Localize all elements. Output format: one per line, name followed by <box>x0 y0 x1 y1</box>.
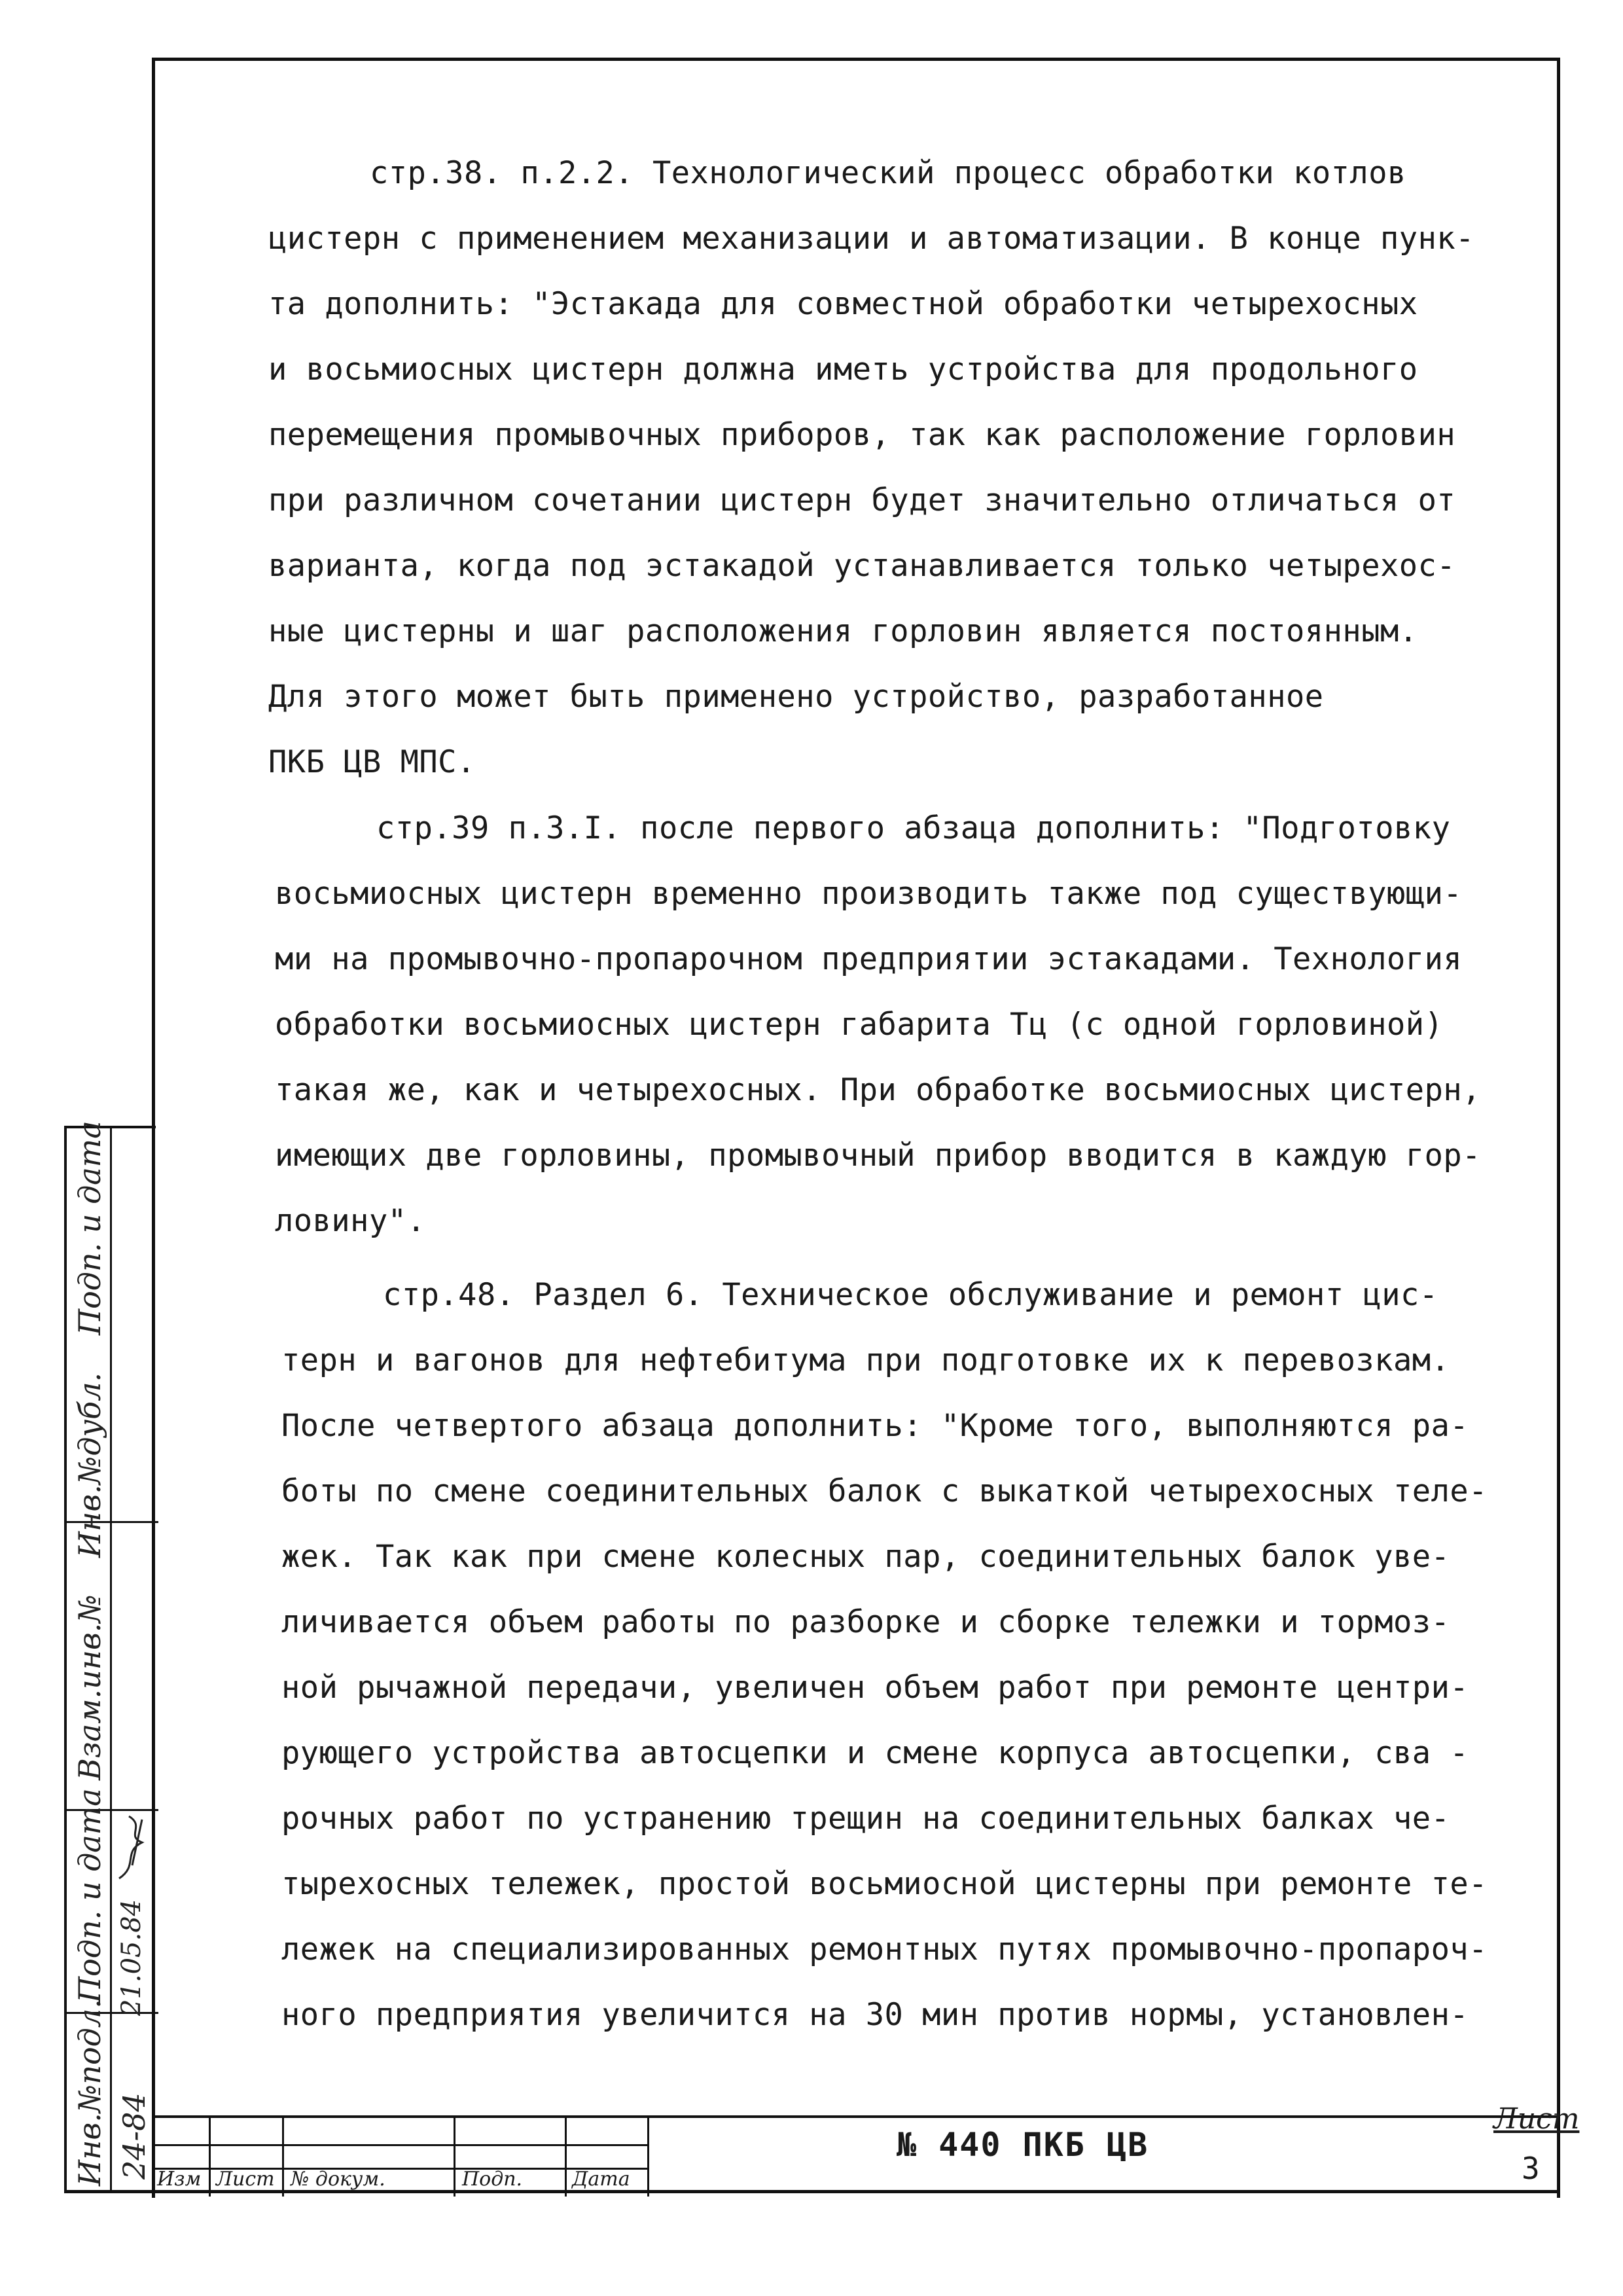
text-line: тырехосных тележек, простой восьмиосной цистерны при ремонте те- <box>281 1866 1488 1902</box>
col-doc-label: № докум. <box>291 2168 385 2191</box>
side-label-inv-orig: Инв.№подл. <box>72 1999 107 2186</box>
text-line: боты по смене соединительных балок с выкаткой четырехосных теле- <box>281 1473 1488 1509</box>
text-line: жек. Так как при смене колесных пар, соединительных балок уве- <box>281 1539 1450 1575</box>
col-izm-label: Изм <box>157 2168 202 2191</box>
side-label-replace-inv: Взам.инв.№ <box>72 1594 107 1780</box>
text-line: ного предприятия увеличится на 30 мин против нормы, установлен- <box>281 1997 1469 2033</box>
col-date-label: Дата <box>572 2168 630 2191</box>
text-line: Для этого может быть применено устройство, разработанное <box>268 679 1324 715</box>
text-line: перемещения промывочных приборов, так как расположение горловин <box>268 417 1456 453</box>
text-line: имеющих две горловины, промывочный прибор вводится в каждую гор- <box>275 1138 1481 1174</box>
text-line: ные цистерны и шаг расположения горловин является постоянным. <box>268 613 1418 649</box>
side-divider <box>110 1128 112 2193</box>
text-line: стр.48. Раздел 6. Техническое обслуживание и ремонт цис- <box>383 1277 1438 1313</box>
side-label-sign-date: Подп. и дата <box>72 1788 107 2003</box>
text-line: ПКБ ЦВ МПС. <box>268 744 476 780</box>
signature-scribble <box>113 1806 152 1885</box>
side-label-inv-dup: Инв.№дубл. <box>72 1372 107 1558</box>
text-line: рочных работ по устранению трещин на соединительных балках че- <box>281 1801 1450 1837</box>
text-line: стр.38. п.2.2. Технологический процесс обработки котлов <box>370 155 1406 191</box>
paragraph-3 <box>281 1263 1544 2048</box>
text-line: такая же, как и четырехосных. При обработке восьмиосных цистерн, <box>275 1072 1481 1108</box>
side-handwritten-number: 24-84 <box>116 2092 152 2179</box>
paragraph-2 <box>275 796 1538 1254</box>
text-line: восьмиосных цистерн временно производить также под существующи- <box>275 876 1463 912</box>
text-line: личивается объем работы по разборке и сборке тележки и тормоз- <box>281 1604 1450 1640</box>
text-line: рующего устройства автосцепки и смене корпуса автосцепки, сва - <box>281 1735 1469 1771</box>
sheet-label: Лист <box>1493 2102 1580 2136</box>
text-line: ми на промывочно-пропарочном предприятии эстакадами. Технология <box>275 941 1463 977</box>
title-block <box>152 2115 1560 2194</box>
sheet-number: 3 <box>1522 2151 1540 2186</box>
text-line: ной рычажной передачи, увеличен объем работ при ремонте центри- <box>281 1670 1469 1706</box>
text-line: лежек на специализированных ремонтных путях промывочно-пропароч- <box>281 1931 1488 1967</box>
text-line: обработки восьмиосных цистерн габарита Тц (с одной горловиной) <box>275 1007 1444 1043</box>
side-handwritten-date: 21.05.84 <box>116 1899 147 2016</box>
text-line: при различном сочетании цистерн будет значительно отличаться от <box>268 482 1456 518</box>
paragraph-1 <box>268 141 1531 795</box>
text-line: та дополнить: "Эстакада для совместной обработки четырехосных <box>268 286 1418 322</box>
text-line: цистерн с применением механизации и автоматизации. В конце пунк- <box>268 221 1474 257</box>
text-line: После четвертого абзаца дополнить: "Кроме того, выполняются ра- <box>281 1408 1469 1444</box>
text-line: стр.39 п.3.I. после первого абзаца дополнить: "Подготовку <box>376 810 1451 846</box>
col-sign-label: Подп. <box>462 2168 523 2191</box>
text-line: варианта, когда под эстакадой устанавливается только четырехос- <box>268 548 1456 584</box>
document-code: № 440 ПКБ ЦВ <box>897 2126 1149 2164</box>
col-list-label: Лист <box>216 2168 275 2191</box>
text-line: терн и вагонов для нефтебитума при подготовке их к перевозкам. <box>281 1342 1450 1378</box>
text-line: и восьмиосных цистерн должна иметь устройства для продольного <box>268 351 1418 387</box>
side-label-sign-date-2: Подп. и дата <box>72 1121 107 1335</box>
text-line: ловину". <box>275 1203 426 1239</box>
